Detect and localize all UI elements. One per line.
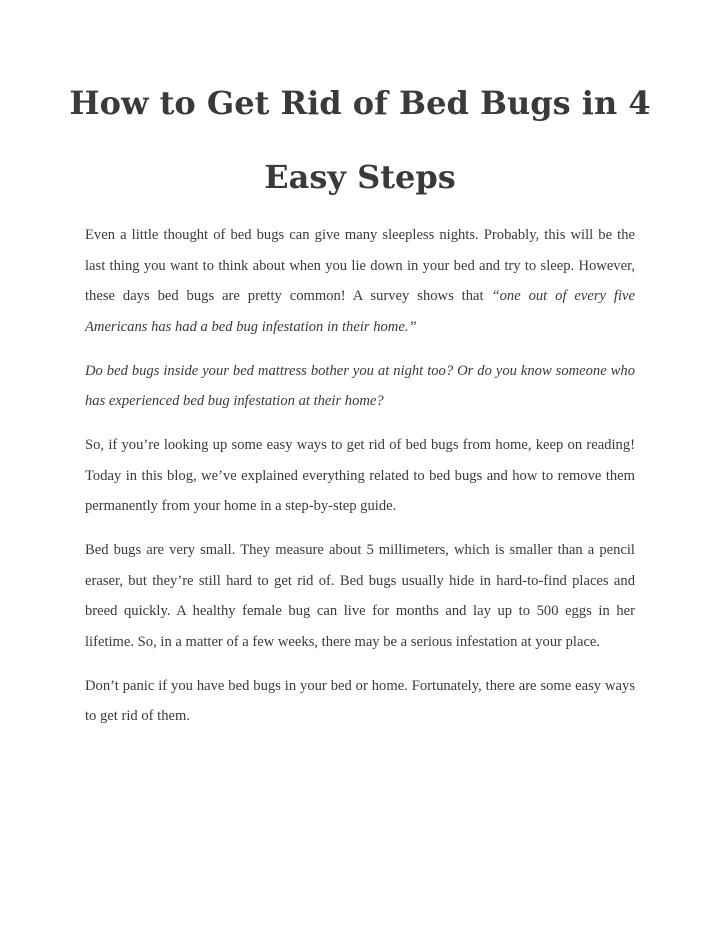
paragraph-reading: So, if you’re looking up some easy ways to get rid of bed bugs from home, keep on reading! Today in this blog, we’ve explained everything related to bed bugs and how to remove them permanently from your home in a step-by-step guide. [85, 437, 635, 514]
paragraph-question: Do bed bugs inside your bed mattress bother you at night too? Or do you know someone who has experienced bed bug infestation at their home? [85, 362, 635, 409]
survey-quote: “one out of every five Americans has had a bed bug infestation in their home.” [85, 288, 635, 335]
paragraph-reassurance: Don’t panic if you have bed bugs in your bed or home. Fortunately, there are some easy ways to get rid of them. [85, 677, 635, 724]
intro-text: Even a little thought of bed bugs can give many sleepless nights. Probably, this will be the last thing you want to think about when you lie down in your bed and try to sleep. However, these days bed bugs are pretty common! A survey shows that [85, 227, 635, 304]
paragraph-bug-facts: Bed bugs are very small. They measure about 5 millimeters, which is smaller than a pencil eraser, but they’re still hard to get rid of. Bed bugs usually hide in hard-to-find places and breed quickly. A healthy female bug can live for months and lay up to 500 eggs in her lifetime. So, in a matter of a few weeks, there may be a serious infestation at your place. [85, 542, 635, 650]
paragraph-intro [85, 220, 635, 342]
document-body [85, 220, 635, 745]
document-title: How to Get Rid of Bed Bugs in 4 Easy Steps [69, 84, 651, 196]
